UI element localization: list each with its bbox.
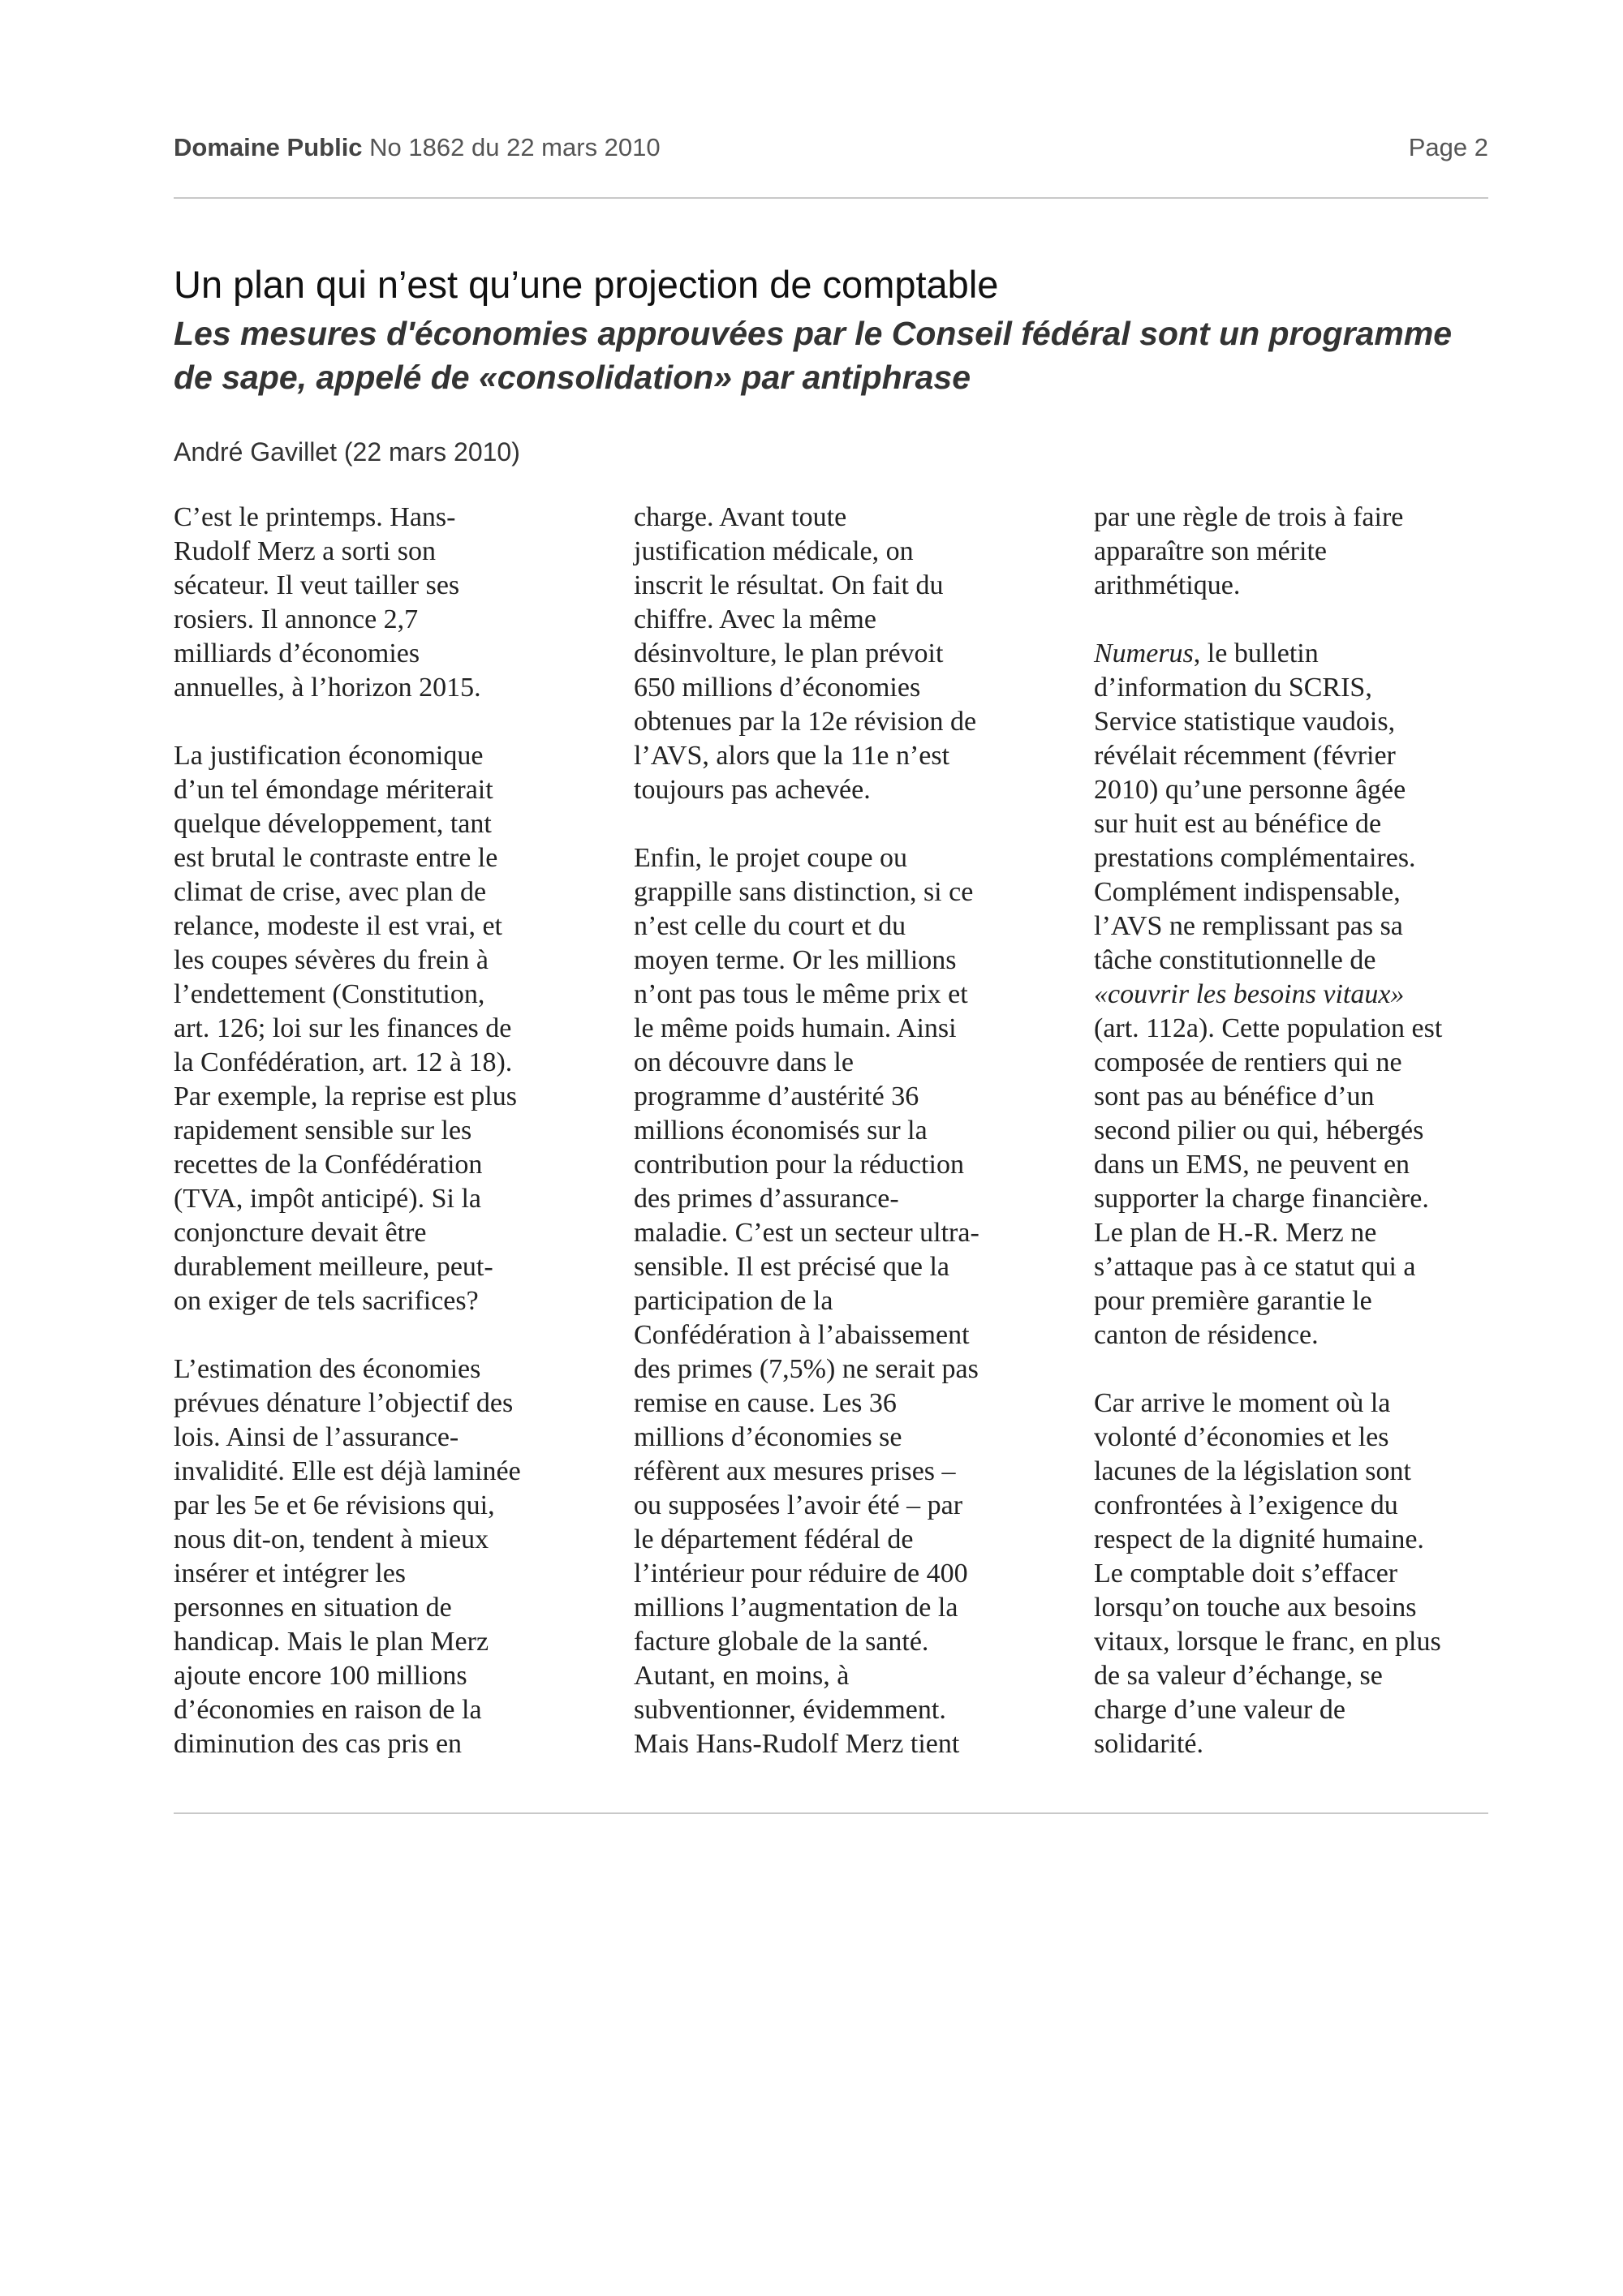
article-column-3 [1094,501,1508,1761]
paragraph: par une règle de trois à faire apparaître son mérite arithmétique. [1094,502,1404,600]
article-title: Un plan qui n’est qu’une projection de comptable [174,263,999,306]
page-number: Page 2 [1408,133,1488,161]
paragraph-body: , le bulletin d’information du SCRIS, Service statistique vaudois, révélait récemment (février 2010) qu’une personne âgée sur huit est au bénéfice de prestations complémentaires. Complément indispensable, l’AVS ne remplissant pas sa tâche constitutionnelle de [1094,638,1416,975]
article-subtitle: Les mesures d'économies approuvées par le Conseil fédéral sont un programme de sape, appelé de «consolidation» par antiphrase [174,315,1453,396]
publication-info [174,133,661,162]
constitutional-quote: «couvrir les besoins vitaux» [1094,979,1405,1009]
paragraph [1094,637,1508,1352]
paragraph: C’est le printemps. Hans- Rudolf Merz a sorti son sécateur. Il veut tailler ses rosiers. Il annonce 2,7 milliards d’économies annuelles, à l’horizon 2015. [174,502,481,703]
article-column-2 [634,501,1048,1761]
article-column-1 [174,501,588,1761]
paragraph: charge. Avant toute justification médicale, on inscrit le résultat. On fait du chiffre. Avec la même désinvolture, le plan prévoit 650 millions d’économies obtenues par la 12e révision de l’AVS, alors que la 11e n’est toujours pas achevée. [634,502,977,805]
paragraph: L’estimation des économies prévues dénature l’objectif des lois. Ainsi de l’assurance- invalidité. Elle est déjà laminée par les 5e et 6e révisions qui, nous dit-on, tendent à mieux insérer et intégrer les personnes en situation de handicap. Mais le plan Merz ajoute encore 100 millions d’économies en raison de la diminution des cas pris en [174,1354,521,1759]
publication-name: Domaine Public [174,133,363,161]
publication-reference: Numerus [1094,638,1194,669]
paragraph: La justification économique d’un tel émondage mériterait quelque développement, tant est brutal le contraste entre le climat de crise, avec plan de relance, modeste il est vrai, et les coupes sévères du frein à l’endettement (Constitution, art. 126; loi sur les finances de la Confédération, art. 12 à 18). Par exemple, la reprise est plus rapidement sensible sur les recettes de la Confédération (TVA, impôt anticipé). Si la conjoncture devait être durablement meilleure, peut- on exiger de tels sacrifices? [174,741,517,1316]
issue-info: No 1862 du 22 mars 2010 [369,133,661,161]
header-divider [174,197,1488,199]
paragraph-tail: (art. 112a). Cette population est composée de rentiers qui ne sont pas au bénéfice d’un second pilier ou qui, hébergés dans un EMS, ne peuvent en supporter la charge financière. Le plan de H.-R. Merz ne s’attaque pas à ce statut qui a pour première garantie le canton de résidence. [1094,1013,1443,1350]
footer-divider [174,1812,1488,1814]
article-byline: André Gavillet (22 mars 2010) [174,437,520,467]
paragraph: Car arrive le moment où la volonté d’économies et les lacunes de la législation sont confrontées à l’exigence du respect de la dignité humaine. Le comptable doit s’effacer lorsqu’on touche aux besoins vitaux, lorsque le franc, en plus de sa valeur d’échange, se charge d’une valeur de solidarité. [1094,1388,1441,1759]
paragraph: Enfin, le projet coupe ou grappille sans distinction, si ce n’est celle du court et du moyen terme. Or les millions n’ont pas tous le même prix et le même poids humain. Ainsi on découvre dans le programme d’austérité 36 millions économisés sur la contribution pour la réduction des primes d’assurance- maladie. C’est un secteur ultra- sensible. Il est précisé que la participation de la Confédération à l’abaissement des primes (7,5%) ne serait pas remise en cause. Les 36 millions d’économies se réfèrent aux mesures prises – ou supposées l’avoir été – par le département fédéral de l’intérieur pour réduire de 400 millions l’augmentation de la facture globale de la santé. Autant, en moins, à subventionner, évidemment. Mais Hans-Rudolf Merz tient [634,843,979,1759]
page-header [174,133,1488,172]
